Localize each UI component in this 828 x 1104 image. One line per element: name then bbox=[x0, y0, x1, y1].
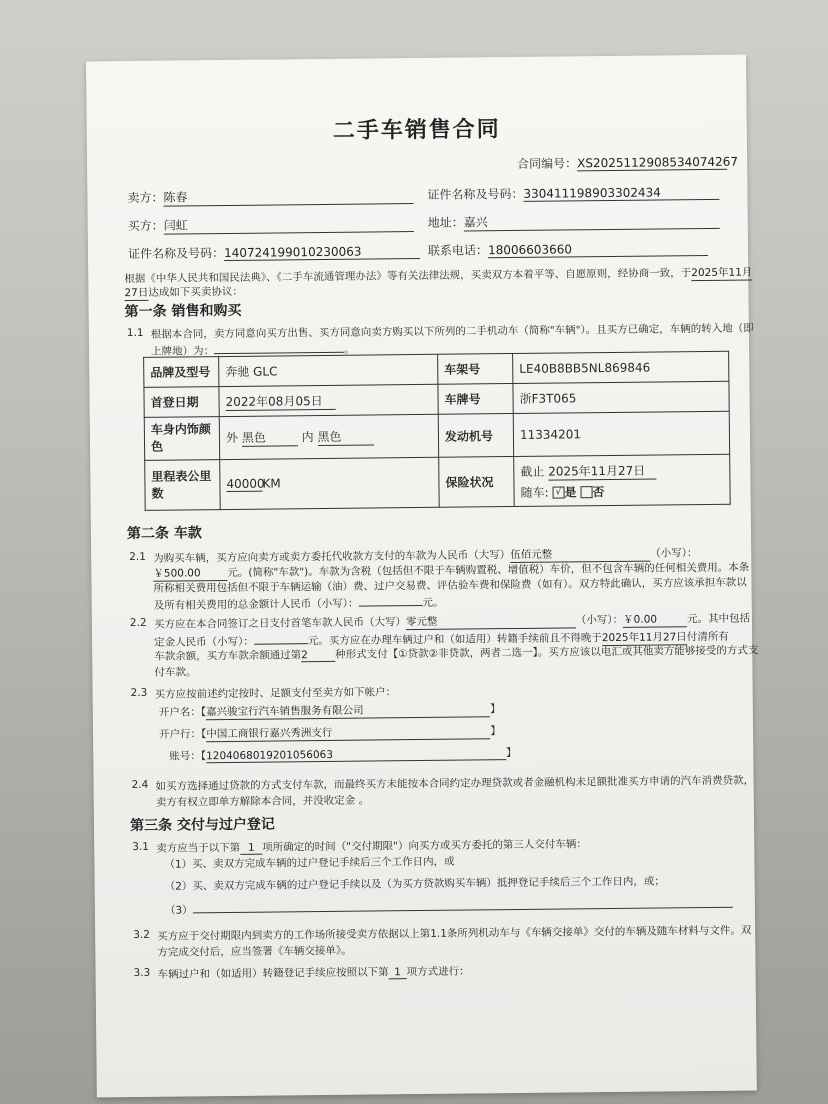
buyer-phone-row bbox=[428, 239, 708, 259]
account-number-value: 1204068019201056063 bbox=[206, 747, 506, 763]
buyer-address-row bbox=[428, 211, 720, 232]
mileage-unit: KM bbox=[262, 476, 281, 491]
buyer-address-label: 地址： bbox=[427, 215, 464, 230]
account-bank-row bbox=[159, 723, 501, 743]
page-title: 二手车销售合同 bbox=[332, 117, 501, 144]
price-small: ￥500.00 bbox=[153, 565, 227, 582]
checkbox-no[interactable] bbox=[580, 486, 592, 498]
delivery-option-3 bbox=[165, 895, 733, 918]
insurance-until-row bbox=[520, 460, 723, 480]
seller-id-label: 证件名称及号码： bbox=[427, 186, 524, 202]
clause-2-2-number: 2.2 bbox=[129, 616, 147, 630]
buyer-name: 闫虹 bbox=[164, 214, 414, 235]
clause-2-4-line-2: 卖方有权立即单方解除本合同，并没收定金 。 bbox=[155, 794, 370, 809]
checkbox-no-label: 否 bbox=[592, 484, 605, 499]
clause-3-2-line-2: 方完成交付后，应当签署《车辆交接单》。 bbox=[157, 944, 352, 959]
vehicle-spec-table bbox=[143, 351, 731, 511]
brand-value: 奔驰 GLC bbox=[219, 354, 438, 386]
clause-2-2-text-c: 定金人民币（小写）： bbox=[154, 635, 254, 649]
mileage-cell bbox=[220, 457, 440, 509]
seller-row bbox=[127, 186, 413, 207]
clause-2-3-text: 买方应按前述约定按时、足额支付至卖方如下帐户： bbox=[154, 686, 397, 701]
clause-3-1-number: 3.1 bbox=[132, 840, 150, 854]
first-payment-upper: 零元整 bbox=[406, 612, 576, 630]
delivery-option-1: （1）买、卖双方完成车辆的过户登记手续后三个工作日内，或 bbox=[164, 855, 455, 871]
clause-3-1-line bbox=[156, 836, 587, 856]
account-name-value: 嘉兴骏宝行汽车销售服务有限公司 bbox=[206, 701, 490, 720]
contract-number-value: XS2025112908534074267 bbox=[577, 154, 739, 171]
buyer-id-label: 证件名称及号码： bbox=[127, 246, 225, 262]
payoff-date: 2025年11月27日 bbox=[601, 631, 687, 645]
color-out-value: 黑色 bbox=[242, 428, 298, 447]
contract-number bbox=[517, 153, 739, 172]
buyer-id-row bbox=[128, 242, 420, 262]
seller-label: 卖方： bbox=[127, 190, 164, 206]
clause-2-1-text-a: 为购买车辆，买方应向卖方或卖方委托代收款方支付的车款为人民币（大写） bbox=[153, 549, 511, 565]
account-name-row bbox=[159, 701, 501, 721]
contract-number-label: 合同编号： bbox=[517, 156, 578, 171]
clause-2-1-text-b: 元。(简称"车款")。车款为含税（包括但不限于车辆购置税、增值税）车价，但不包含车辆的任何相关费用。本条 bbox=[227, 561, 750, 580]
delivery-option: 1 bbox=[240, 842, 262, 855]
plate-value: 浙F3T065 bbox=[513, 381, 729, 413]
clause-1-1-text: 上牌地）为： bbox=[150, 345, 215, 358]
registration-place-blank bbox=[214, 340, 344, 354]
reg-date-cell bbox=[219, 384, 438, 416]
clause-2-2-text-a: 买方应在本合同签订之日支付首笔车款人民币（大写） bbox=[153, 616, 406, 631]
insurance-with-row bbox=[520, 481, 723, 500]
checkbox-yes-label: 是 bbox=[564, 484, 577, 499]
color-label: 车身内饰颜色 bbox=[144, 417, 219, 461]
color-in-label: 内 bbox=[301, 430, 314, 445]
clause-3-1-text-a: 卖方应当于以下第 bbox=[156, 841, 241, 855]
intro-text-2: 达成如下买卖协议： bbox=[148, 285, 243, 299]
intro-day: 27日 bbox=[124, 286, 149, 300]
intro-line-2 bbox=[124, 284, 243, 301]
clause-2-1-yuan: 元。 bbox=[422, 596, 444, 609]
reg-date-value: 2022年08月05日 bbox=[225, 391, 335, 410]
clause-2-1-text-d: 及所有相关费用的总金额计人民币（小写）： bbox=[153, 597, 359, 612]
seller-id-value: 330411198903302434 bbox=[523, 185, 719, 202]
bracket-close: 】 bbox=[505, 746, 517, 760]
intro-date: 2025年11月 bbox=[691, 266, 753, 280]
insurance-until-value: 2025年11月27日 bbox=[548, 461, 656, 480]
clause-2-3-number: 2.3 bbox=[130, 686, 148, 700]
clause-3-1-text-b: 项所确定的时间（"交付期限"）向买方或买方委托的第三人交付车辆： bbox=[262, 838, 587, 854]
insurance-with-label: 随车: bbox=[520, 485, 549, 500]
reg-date-label: 首登日期 bbox=[144, 387, 219, 418]
bracket-close: 】 bbox=[490, 703, 501, 716]
clause-2-2-text-d: 元。买方应在办理车辆过户和（如适用）转籍手续前且不得晚于 bbox=[307, 632, 602, 648]
color-cell bbox=[219, 414, 438, 459]
clause-3-2-line-1: 买方应于交付期限内到卖方的工作场所接受卖方依据以上第1.1条所列机动车与《车辆交接单》交付的车辆及随车材料与文件。双 bbox=[157, 924, 752, 943]
payment-way: 2 bbox=[301, 649, 335, 662]
table-row bbox=[144, 411, 729, 460]
clause-2-4-line-1: 如买方选择通过贷款的方式支付车款，而最终买方未能按本合同约定办理贷款或者金融机构未足额批准买方申请的汽车消费贷款， bbox=[155, 774, 755, 793]
article-3-title: 第三条 交付与过户登记 bbox=[129, 816, 275, 835]
engine-label: 发动机号 bbox=[438, 414, 513, 458]
table-row bbox=[145, 454, 730, 510]
clause-3-3-text-b: 项方式进行： bbox=[406, 965, 470, 979]
article-1-title: 第一条 销售和购买 bbox=[124, 302, 242, 321]
color-in-value: 黑色 bbox=[317, 427, 373, 446]
account-name-label: 开户名：【 bbox=[158, 706, 207, 719]
clause-1-1-end: 。 bbox=[343, 343, 355, 356]
insurance-label: 保险状况 bbox=[439, 456, 515, 507]
mileage-value: 40000 bbox=[226, 476, 265, 492]
buyer-row bbox=[128, 214, 414, 235]
contract-page bbox=[86, 55, 757, 1098]
clause-2-2-text-f: 车款余额，买方车款余额通过第 bbox=[154, 649, 302, 663]
deposit-blank bbox=[254, 631, 308, 645]
seller-id-row bbox=[427, 183, 719, 203]
color-out-label: 外 bbox=[225, 430, 239, 446]
bracket-close: 】 bbox=[490, 725, 501, 738]
buyer-phone-label: 联系电话： bbox=[427, 243, 489, 258]
total-amount-blank bbox=[358, 593, 422, 607]
delivery-option-3-label: （3） bbox=[164, 904, 193, 917]
clause-2-1-number: 2.1 bbox=[129, 550, 146, 564]
vin-value: LE40B8BB5NL869846 bbox=[513, 351, 729, 383]
price-small-label: （小写）： bbox=[650, 547, 698, 560]
clause-3-3-text-a: 车辆过户和（如适用）转籍登记手续应按照以下第 bbox=[157, 966, 389, 981]
vin-label: 车架号 bbox=[438, 354, 513, 385]
seller-name: 陈春 bbox=[163, 186, 413, 207]
brand-label: 品牌及型号 bbox=[144, 357, 219, 388]
plate-label: 车牌号 bbox=[438, 384, 513, 415]
intro-text: 根据《中华人民共和国民法典》、《二手车流通管理办法》等有关法律法规，买卖双方本着平等、自愿原则，经协商一致，于 bbox=[124, 267, 692, 286]
engine-value: 11334201 bbox=[513, 411, 729, 456]
clause-2-1-line-3: 所称相关费用包括但不限于车辆运输（油）费、过户交易费、评估验车费和保险费（如有）。双方特此确认，买方应该承担车款以 bbox=[153, 576, 747, 595]
clause-3-3-line bbox=[158, 963, 470, 981]
account-number-row bbox=[169, 745, 516, 764]
clause-3-3-number: 3.3 bbox=[133, 966, 151, 980]
buyer-address-value: 嘉兴 bbox=[464, 211, 720, 232]
first-payment-small: ￥0.00 bbox=[623, 611, 687, 628]
delivery-option-2: （2）买、卖双方完成车辆的过户登记手续以及（为买方贷款购买车辆）抵押登记手续后三个工作日内，或； bbox=[164, 875, 665, 893]
clause-2-1-line-4 bbox=[154, 593, 444, 613]
account-number-label: 账号：【 bbox=[169, 750, 207, 763]
mileage-label: 里程表公里数 bbox=[145, 460, 221, 511]
clause-3-2-number: 3.2 bbox=[133, 928, 150, 942]
delivery-option-3-blank bbox=[192, 895, 732, 914]
clause-1-1-line-1: 根据本合同，卖方同意向买方出售、买方同意向卖方购买以下所列的二手机动车（简称"车辆"）。且买方已确定，车辆的转入地（即 bbox=[150, 322, 754, 341]
insurance-cell bbox=[514, 454, 731, 506]
buyer-phone-value: 18006603660 bbox=[488, 241, 708, 258]
buyer-label: 买方： bbox=[127, 218, 164, 234]
article-2-title: 第二条 车款 bbox=[126, 525, 202, 543]
checkbox-yes[interactable]: √ bbox=[552, 486, 564, 498]
clause-2-2-text-e: 付清所有 bbox=[686, 630, 729, 644]
buyer-id-value: 140724199010230063 bbox=[224, 244, 420, 261]
clause-1-1-number: 1.1 bbox=[126, 326, 144, 340]
insurance-until-label: 截止 bbox=[520, 464, 545, 479]
account-bank-label: 开户行：【 bbox=[159, 728, 207, 741]
clause-2-2-text-g: 种形式支付【①贷款②非贷款，两者二选一】。买方应该以电汇或其他卖方能够接受的方式支 bbox=[335, 644, 759, 661]
first-payment-small-label: （小写）： bbox=[575, 613, 624, 627]
account-bank-value: 中国工商银行嘉兴秀洲支行 bbox=[206, 723, 490, 742]
clause-2-4-number: 2.4 bbox=[131, 778, 149, 792]
transfer-option: 1 bbox=[389, 966, 407, 979]
clause-2-2-line-4: 付车款。 bbox=[154, 666, 197, 679]
price-upper: 伍佰元整 bbox=[510, 546, 650, 563]
clause-2-2-text-b: 元。其中包括 bbox=[687, 612, 751, 626]
